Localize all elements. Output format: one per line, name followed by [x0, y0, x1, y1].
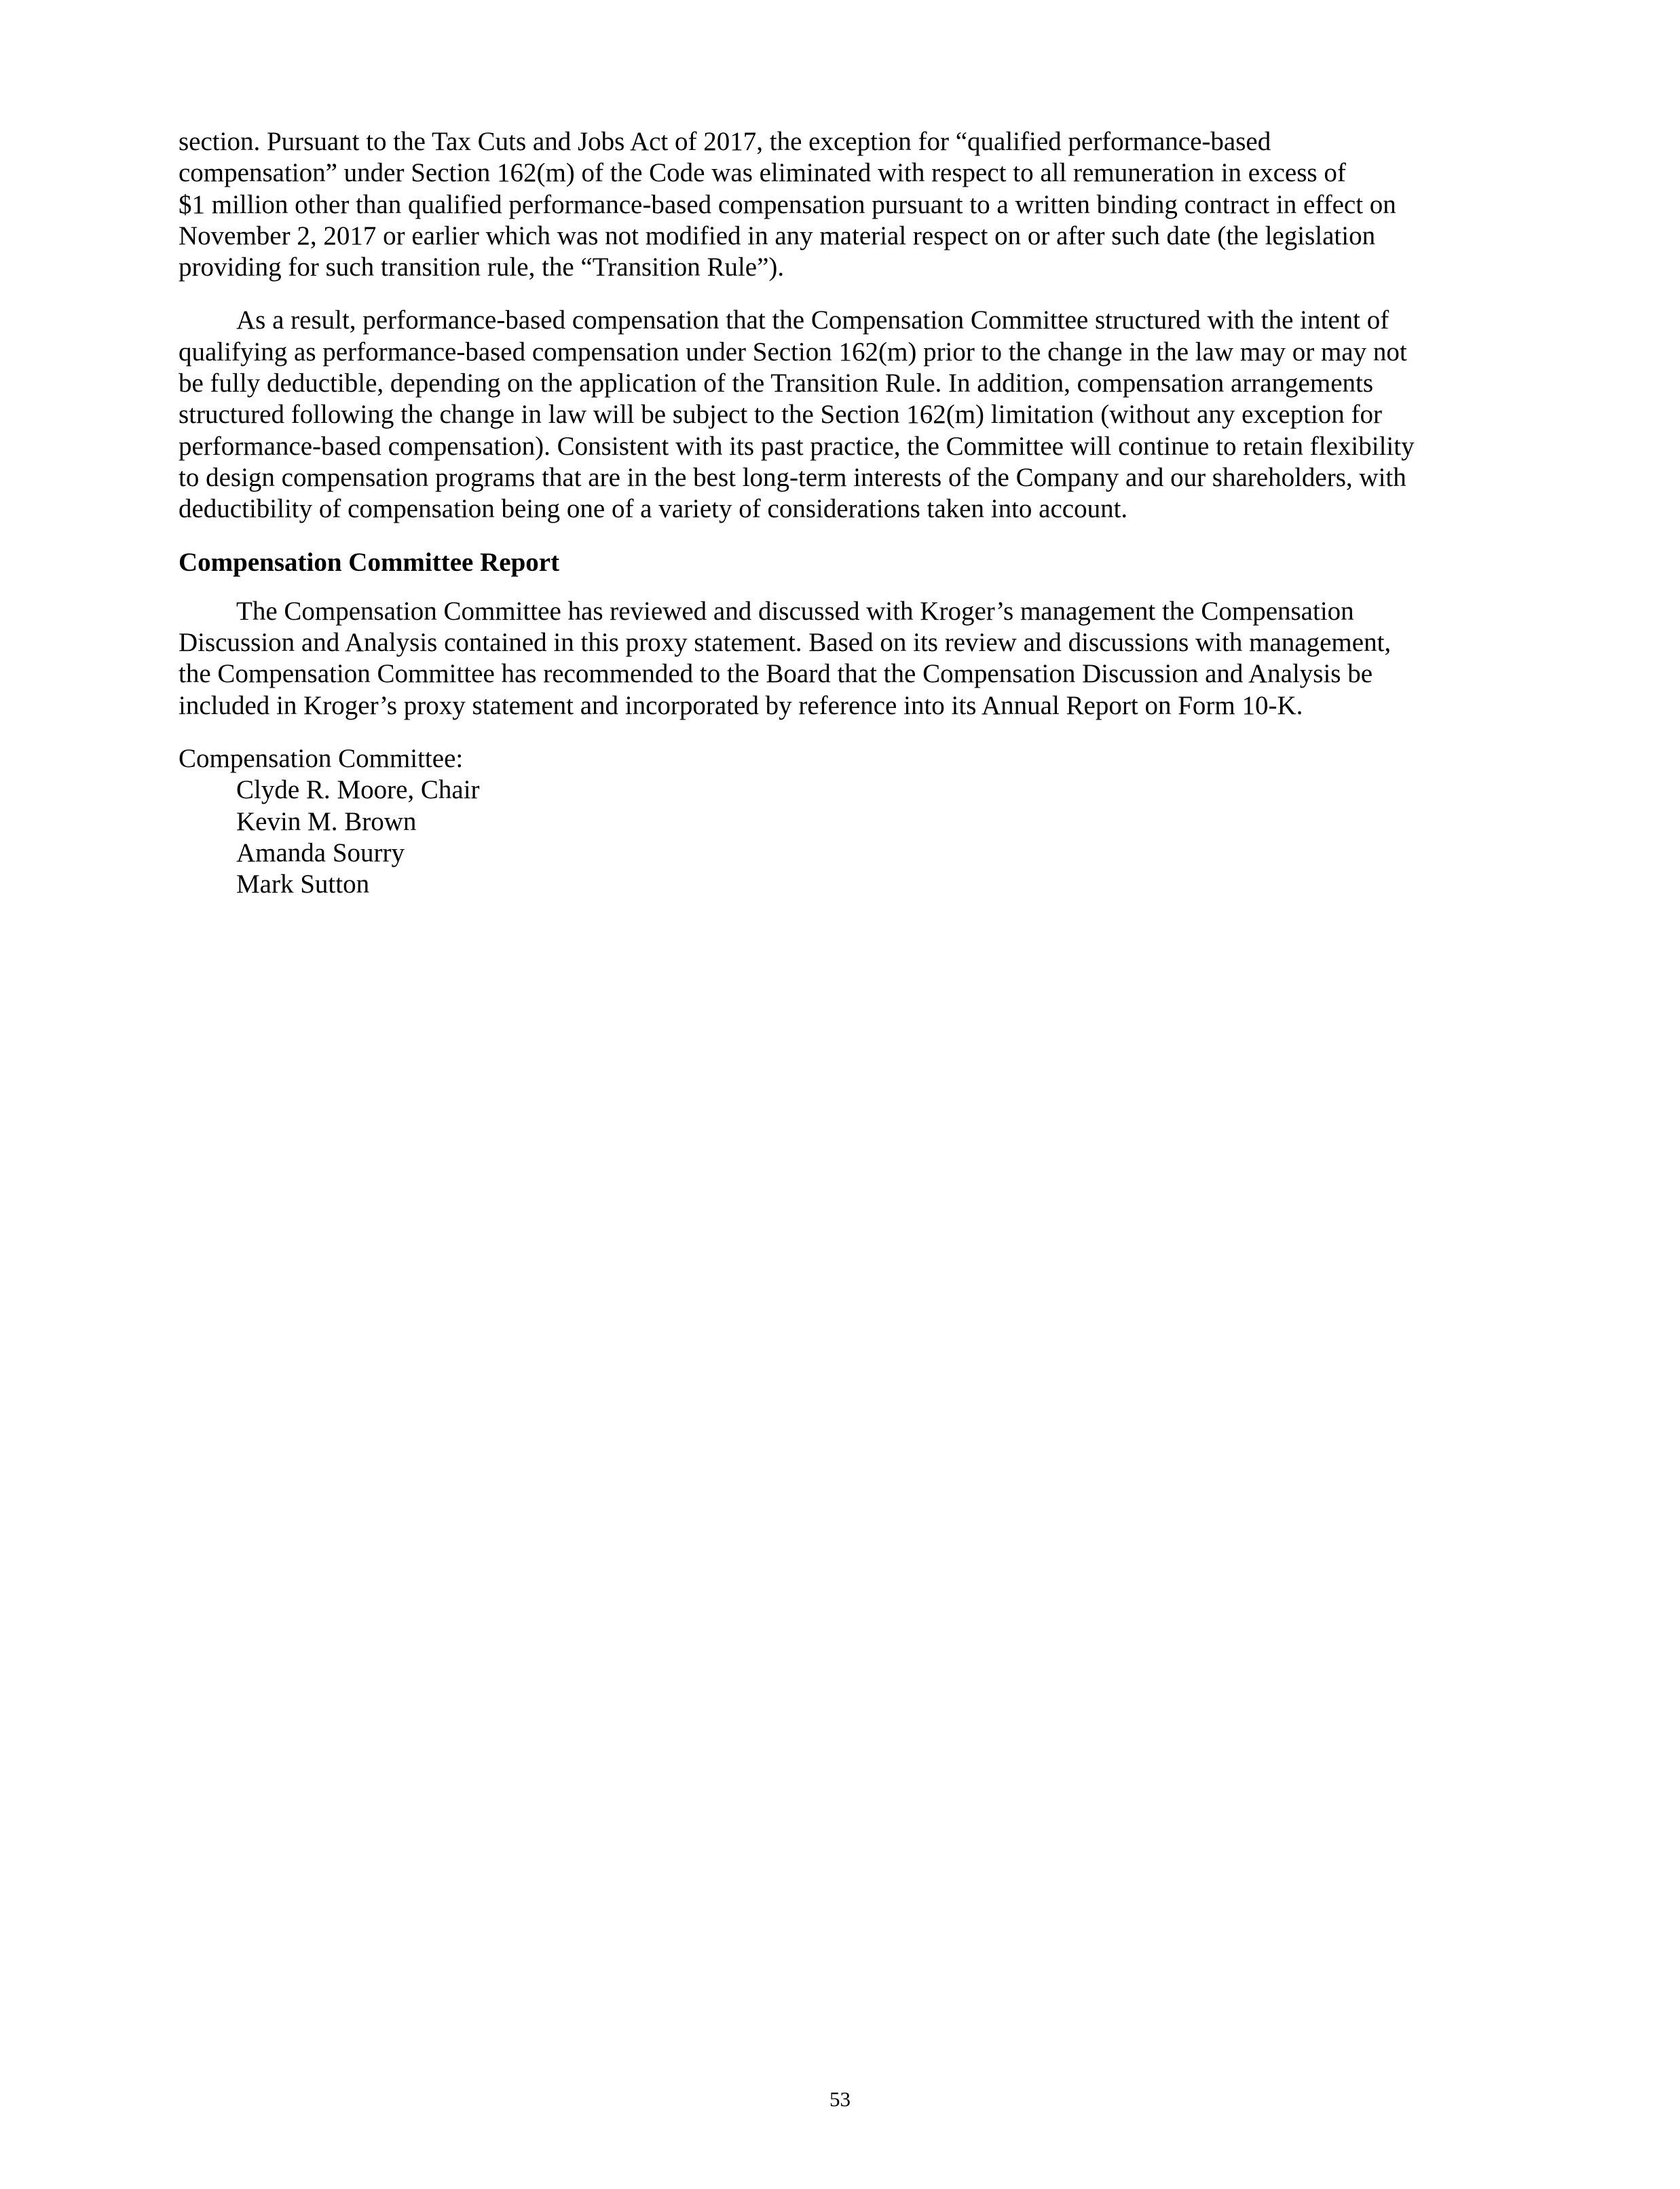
text-line: The Compensation Committee has reviewed and discussed with Kroger’s management the Compensation [236, 596, 1354, 626]
text-line: to design compensation programs that are in the best long-term interests of the Company and our shareholders, with [179, 462, 1406, 492]
text-line: compensation” under Section 162(m) of the Code was eliminated with respect to all remuneration in excess of [179, 158, 1346, 188]
text-line: $1 million other than qualified performance-based compensation pursuant to a written binding contract in effect on [179, 189, 1396, 219]
text-line: As a result, performance-based compensation that the Compensation Committee structured with the intent of [236, 305, 1389, 335]
text-line: section. Pursuant to the Tax Cuts and Jobs Act of 2017, the exception for “qualified performance-based [179, 127, 1271, 156]
committee-label: Compensation Committee: [179, 744, 464, 774]
text-line: providing for such transition rule, the “Transition Rule”). [179, 252, 785, 282]
text-line: qualifying as performance-based compensation under Section 162(m) prior to the change in the law may or may not [179, 337, 1407, 367]
text-line: be fully deductible, depending on the application of the Transition Rule. In addition, compensation arrangements [179, 369, 1374, 398]
committee-member: Clyde R. Moore, Chair [236, 775, 480, 805]
section-heading: Compensation Committee Report [179, 547, 560, 577]
committee-signature-block [179, 743, 1509, 900]
paragraph-transition-rule [179, 126, 1509, 283]
text-line: deductibility of compensation being one of a variety of considerations taken into account. [179, 494, 1128, 524]
paragraph-committee-report [179, 596, 1509, 722]
committee-member: Amanda Sourry [236, 838, 405, 867]
text-line: the Compensation Committee has recommended to the Board that the Compensation Discussion and Analysis be [179, 659, 1373, 689]
text-line: included in Kroger’s proxy statement and incorporated by reference into its Annual Report on Form 10-K. [179, 690, 1303, 720]
text-line: Discussion and Analysis contained in this proxy statement. Based on its review and discussions with management, [179, 628, 1392, 658]
paragraph-deductibility [179, 305, 1509, 525]
committee-member: Mark Sutton [236, 869, 370, 899]
committee-member: Kevin M. Brown [236, 806, 417, 836]
document-page [179, 126, 1509, 901]
text-line: November 2, 2017 or earlier which was not modified in any material respect on or after such date (the legislation [179, 221, 1376, 250]
text-line: performance-based compensation). Consistent with its past practice, the Committee will continue to retain flexibility [179, 431, 1415, 461]
page-number: 53 [829, 2087, 851, 2111]
text-line: structured following the change in law will be subject to the Section 162(m) limitation (without any exception for [179, 400, 1382, 430]
